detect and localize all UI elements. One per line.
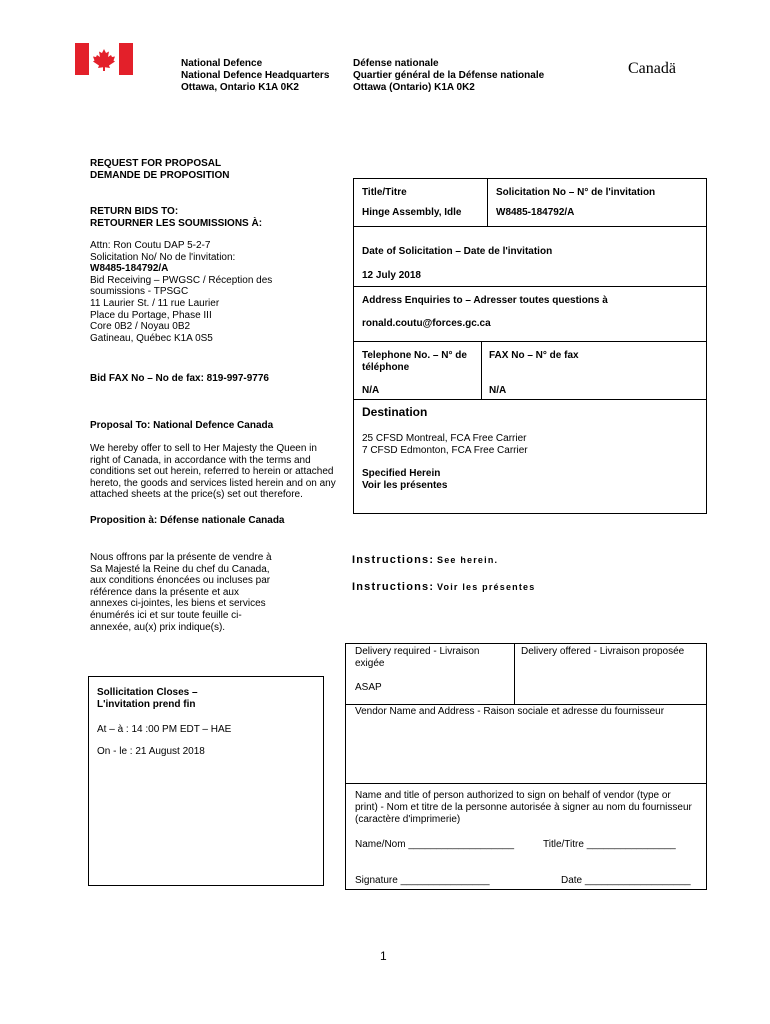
phone-value: N/A xyxy=(362,385,380,396)
proposal-en-heading: Proposal To: National Defence Canada xyxy=(90,420,274,431)
return-bids-heading xyxy=(90,206,262,230)
divider xyxy=(481,341,482,399)
date-value: 12 July 2018 xyxy=(362,270,421,281)
canada-wordmark: Canadä xyxy=(628,60,676,77)
address-line: Attn: Ron Coutu DAP 5-2-7 xyxy=(90,240,211,251)
address-line: Place du Portage, Phase III xyxy=(90,309,212,321)
enquiries-label: Address Enquiries to – Adresser toutes questions à xyxy=(362,295,608,306)
divider xyxy=(353,341,707,342)
return-bids-line: RETURN BIDS TO: xyxy=(90,206,179,217)
divider xyxy=(345,704,707,705)
header-en-line: Ottawa, Ontario K1A 0K2 xyxy=(181,82,299,93)
closing-heading-line: Sollicitation Closes – xyxy=(97,687,198,698)
specified-line: Specified Herein xyxy=(362,468,441,479)
specified-line: Voir les présentes xyxy=(362,479,448,491)
address-line: 11 Laurier St. / 11 rue Laurier xyxy=(90,297,220,309)
solicitation-label: Solicitation No – N° de l'invitation xyxy=(496,187,656,198)
return-bids-line: RETOURNER LES SOUMISSIONS À: xyxy=(90,218,263,229)
instructions-en-label: Instructions: xyxy=(352,554,435,566)
instructions-fr-label: Instructions: xyxy=(352,581,435,593)
divider xyxy=(487,178,488,226)
divider xyxy=(353,286,707,287)
destination-label: Destination xyxy=(362,405,428,419)
header-en-line: National Defence xyxy=(181,58,263,69)
divider xyxy=(353,226,707,227)
phone-label: Telephone No. – N° de téléphone xyxy=(362,350,467,373)
closing-heading-line: L'invitation prend fin xyxy=(97,699,196,710)
name-field[interactable]: Name/Nom ___________________ xyxy=(355,839,515,850)
signature-field[interactable]: Signature ________________ xyxy=(355,875,490,886)
closing-time: At – à : 14 :00 PM EDT – HAE xyxy=(97,724,232,735)
header-fr-line: Quartier général de la Défense nationale xyxy=(353,70,545,81)
delivery-offered-label: Delivery offered - Livraison proposée xyxy=(521,646,685,657)
divider xyxy=(514,643,515,704)
delivery-required-label: Delivery required - Livraison exigée xyxy=(355,646,480,669)
instructions-fr-value: Voir les présentes xyxy=(437,582,536,592)
authorized-person-label: Name and title of person authorized to sign on behalf of vendor (type or print) - Nom et titre de la personne autorisée à signer au nom du fournisseur (caractère d'imprimerie) xyxy=(355,790,692,825)
vendor-name-address-label: Vendor Name and Address - Raison sociale et adresse du fournisseur xyxy=(355,706,665,717)
divider xyxy=(353,399,707,400)
destination-item: 7 CFSD Edmonton, FCA Free Carrier xyxy=(362,444,528,456)
enquiries-email: ronald.coutu@forces.gc.ca xyxy=(362,318,491,329)
solicitation-info-box xyxy=(353,178,707,514)
page-number: 1 xyxy=(380,949,387,963)
destination-list xyxy=(362,433,528,456)
header-fr-line: Défense nationale xyxy=(353,58,439,69)
address-line: Gatineau, Québec K1A 0S5 xyxy=(90,332,213,344)
address-line: Solicitation No/ No de l'invitation: xyxy=(90,251,236,263)
title-value: Hinge Assembly, Idle xyxy=(362,207,462,218)
rfp-title-line: REQUEST FOR PROPOSAL xyxy=(90,158,222,169)
date-label: Date of Solicitation – Date de l'invitation xyxy=(362,246,553,257)
address-solicitation-number: W8485-184792/A xyxy=(90,263,169,275)
address-line: soumissions - TPSGC xyxy=(90,286,189,298)
rfp-title xyxy=(90,158,229,182)
header-fr-line: Ottawa (Ontario) K1A 0K2 xyxy=(353,82,475,93)
closing-date: On - le : 21 August 2018 xyxy=(97,746,205,757)
proposal-en-body: We hereby offer to sell to Her Majesty the Queen in right of Canada, in accordance with the terms and conditions set out herein, referred to herein or attached hereto, the goods and services listed herein and on any attached sheets at the price(s) set out therefore. xyxy=(90,443,336,501)
instructions-en-value: See herein. xyxy=(437,555,499,565)
fax-label: FAX No – N° de fax xyxy=(489,350,579,361)
specified-herein xyxy=(362,468,447,491)
solicitation-value: W8485-184792/A xyxy=(496,207,575,218)
bid-fax: Bid FAX No – No de fax: 819-997-9776 xyxy=(90,373,269,384)
title-field[interactable]: Title/Titre ________________ xyxy=(543,839,676,850)
delivery-required-value: ASAP xyxy=(355,682,382,693)
destination-item: 25 CFSD Montreal, FCA Free Carrier xyxy=(362,433,527,444)
address-line: Core 0B2 / Noyau 0B2 xyxy=(90,321,191,333)
fax-value: N/A xyxy=(489,385,507,396)
divider xyxy=(345,783,707,784)
canada-flag-logo xyxy=(75,43,133,75)
rfp-title-line: DEMANDE DE PROPOSITION xyxy=(90,170,230,181)
date-field[interactable]: Date ___________________ xyxy=(561,875,691,886)
proposal-fr-heading: Proposition à: Défense nationale Canada xyxy=(90,515,285,526)
instructions-fr xyxy=(352,581,535,594)
header-en-line: National Defence Headquarters xyxy=(181,70,330,81)
title-label: Title/Titre xyxy=(362,187,407,198)
instructions-en xyxy=(352,554,498,567)
proposal-fr-body: Nous offrons par la présente de vendre à Sa Majesté la Reine du chef du Canada, aux conditions énoncées ou incluses par référence dans la présente et aux annexes ci-jointes, les biens et services énumérés ici et sur toute feuille ci- annexée, au(x) prix indique(s). xyxy=(90,552,272,633)
header-french xyxy=(353,58,544,94)
return-address xyxy=(90,240,272,344)
header-english xyxy=(181,58,329,94)
address-line: Bid Receiving – PWGSC / Réception des xyxy=(90,274,273,286)
closing-heading xyxy=(97,687,198,711)
vendor-name-address-field[interactable] xyxy=(347,720,705,780)
